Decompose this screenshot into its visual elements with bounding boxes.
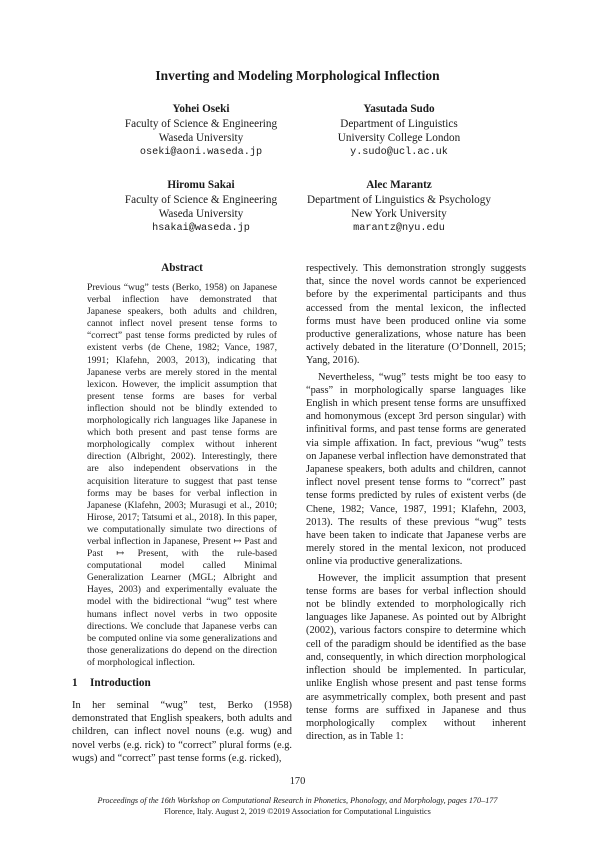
abstract-text: Previous “wug” tests (Berko, 1958) on Japanese verbal inflection have demonstrated that Japanese speakers, both adults and children, cannot inflect novel present tense forms to “correct” past tense forms predicted by rules of existent verbs (de Chene, 1982; Vance, 1987, 1991; Klafehn, 2003, 2013), indicating that Japanese verbs are merely stored in the mental lexicon. However, the implicit assumption that present tense forms are bases for verbal inflection should not be blindly extended to morphologically rich languages like Japanese in which both present and past tense forms are morphologically complex without inherent direction (Albright, 2002). Interestingly, there are also independent observations in the acquisition literature to suggest that past tense forms may be bases for verbal inflection in Japanese (Klafehn, 2003; Murasugi et al., 2010; Hirose, 2017; Tatsumi et al., 2018). In this paper, we computationally simulate two directions of verbal inflection in Japanese, Present ↦ Past and Past ↦ Present, with the rule-based computational model called Minimal Generalization Learner (MGL; Albright and Hayes, 2003) and experimentally evaluate the model with the bidirectional “wug” test where humans inflect novel verbs in two opposite directions. We conclude that Japanese verbs can be computed online via some generalizations and those generalizations do depend on the direction of morphological inflection. [87,282,277,668]
abstract-heading: Abstract [161,262,203,274]
author-email: oseki@aoni.waseda.jp [139,146,263,158]
author-email: hsakai@waseda.jp [152,222,250,234]
section-number: 1 [72,677,78,689]
body-paragraph: Nevertheless, “wug” tests might be too easy to “pass” in morphologically sparse languages like English in which present tense forms are unsuffixed and homonymous (except 3rd person singular) with infinitival forms, and past tense forms are generated via simple affixation. In fact, previous “wug” tests on Japanese verbal inflection have demonstrated that Japanese speakers, both adults and children, cannot inflect novel present tense forms to “correct” past tense forms predicted by rules of existent verbs (de Chene, 1982; Vance, 1987, 1991; Klafehn, 2003, 2013). The results of these previous “wug” tests have been taken to indicate that Japanese verbs are merely stored in the mental lexicon, not produced online via productive generalizations. [306,371,526,568]
author-institution: Waseda University [158,132,244,145]
right-column [306,262,526,743]
author-block-sudo [289,102,509,160]
author-email: marantz@nyu.edu [353,222,445,234]
author-institution: University College London [337,132,461,145]
author-affiliation: Department of Linguistics & Psychology [307,193,491,206]
footer [0,796,595,818]
body-paragraph: respectively. This demonstration strongly suggests that, since the novel words cannot be experienced before by the experimental participants and thus accessed from the mental lexicon, the inflected forms must have been produced online via some productive generalizations, whose nature has been actively debated in the literature (O’Donnell, 2015; Yang, 2016). [306,263,526,367]
author-institution: New York University [351,208,447,221]
section-heading [72,677,151,689]
author-name: Yasutada Sudo [363,103,435,115]
author-institution: Waseda University [158,208,244,221]
author-name: Hiromu Sakai [167,179,235,191]
body-paragraph: However, the implicit assumption that present tense forms are bases for verbal inflection should not be blindly extended to morphologically rich languages like Japanese. As pointed out by Albright (2002), various factors conspire to determine which cell of the paradigm should be identified as the base and, consequently, in which direction morphological inflection should be implemented. In particular, unlike English whose present and past tense forms are asymmetrically complex, both present and past tense forms are suffixed in Japanese and thus morphologically complex without inherent direction, as in Table 1: [306,572,526,743]
intro-paragraph: In her seminal “wug” test, Berko (1958) demonstrated that English speakers, both adults and children, can inflect novel nouns (e.g. wug) and novel verbs (e.g. rick) to “correct” plural forms (e.g. wugs) and “correct” past tense forms (e.g. ricked), [72,700,292,764]
paper-title: Inverting and Modeling Morphological Inflection [155,68,440,83]
author-name: Yohei Oseki [172,103,230,115]
author-affiliation: Faculty of Science & Engineering [124,117,278,130]
author-affiliation: Faculty of Science & Engineering [124,193,278,206]
section-title: Introduction [90,677,151,689]
footer-venue: Proceedings of the 16th Workshop on Computational Research in Phonetics, Phonology, and Morphology, pages 170–177 [97,796,498,805]
author-affiliation: Department of Linguistics [340,117,458,130]
page-number: 170 [289,776,306,787]
author-block-sakai [91,178,311,236]
author-block-oseki [91,102,311,160]
author-block-marantz [279,178,519,236]
footer-copyright: Florence, Italy. August 2, 2019 ©2019 Association for Computational Linguistics [164,806,431,816]
author-name: Alec Marantz [366,179,432,191]
author-email: y.sudo@ucl.ac.uk [350,146,448,158]
